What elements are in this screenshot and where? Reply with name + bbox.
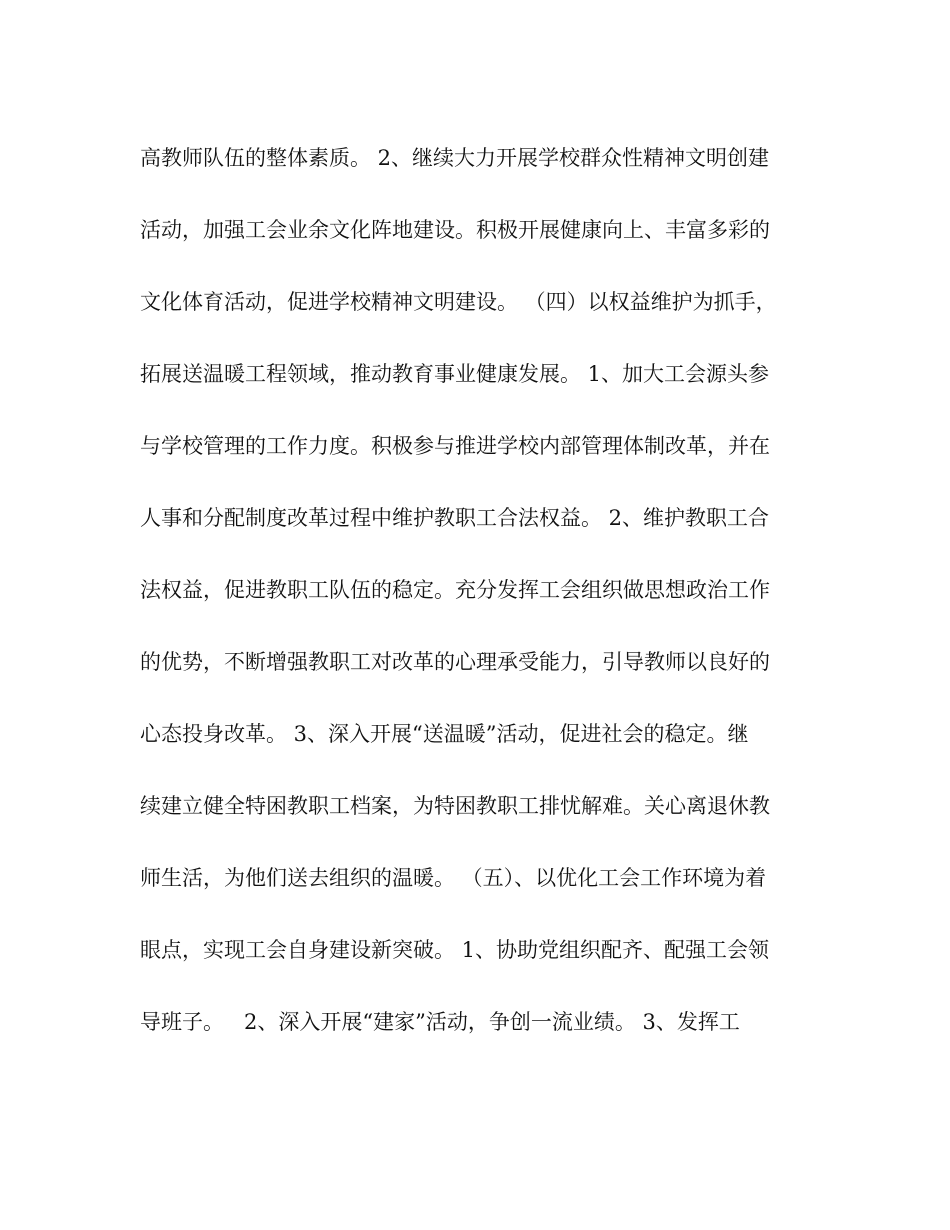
- text-line: 法权益，促进教职工队伍的稳定。充分发挥工会组织做思想政治工作: [140, 578, 770, 602]
- document-body: [140, 136, 800, 1072]
- text-line: 高教师队伍的整体素质。 2、继续大力开展学校群众性精神文明创建: [140, 146, 770, 170]
- text-line: 师生活，为他们送去组织的温暖。 （五）、以优化工会工作环境为着: [140, 866, 767, 890]
- text-line: 心态投身改革。 3、深入开展“送温暖”活动，促进社会的稳定。继: [140, 722, 749, 746]
- text-line: 人事和分配制度改革过程中维护教职工合法权益。 2、维护教职工合: [140, 506, 770, 530]
- text-line: 的优势，不断增强教职工对改革的心理承受能力，引导教师以良好的: [140, 650, 770, 674]
- text-line: 续建立健全特困教职工档案，为特困教职工排忧解难。关心离退休教: [140, 794, 770, 818]
- text-line: 导班子。 2、深入开展“建家”活动，争创一流业绩。 3、发挥工: [140, 1010, 740, 1034]
- text-line: 眼点，实现工会自身建设新突破。 1、协助党组织配齐、配强工会领: [140, 938, 770, 962]
- text-line: 活动，加强工会业余文化阵地建设。积极开展健康向上、丰富多彩的: [140, 218, 770, 242]
- text-line: 文化体育活动，促进学校精神文明建设。 （四）以权益维护为抓手，: [140, 290, 777, 314]
- text-line: 与学校管理的工作力度。积极参与推进学校内部管理体制改革，并在: [140, 434, 770, 458]
- text-line: 拓展送温暖工程领域，推动教育事业健康发展。 1、加大工会源头参: [140, 362, 770, 386]
